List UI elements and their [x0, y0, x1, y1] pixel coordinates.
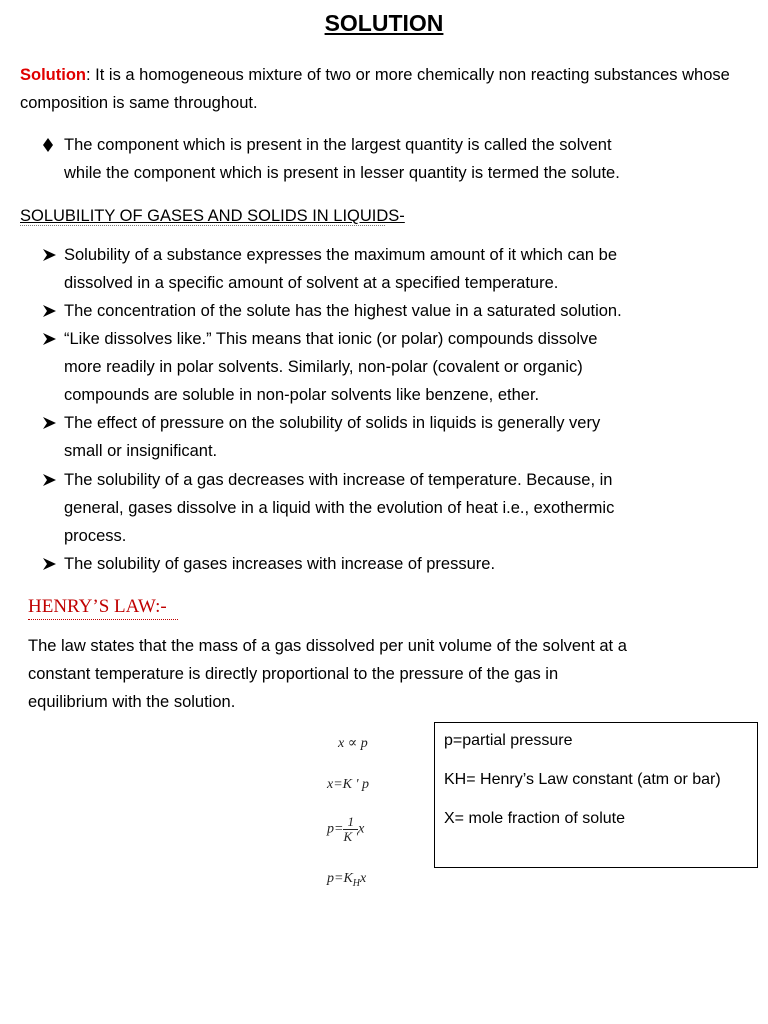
formula-p-equals-khx	[327, 871, 366, 889]
definition-term: Solution	[20, 66, 86, 84]
diamond-bullet-line: while the component which is present in lesser quantity is termed the solute.	[64, 164, 620, 182]
formula-p-equals-fraction	[327, 815, 364, 844]
formula-rhs: x	[358, 821, 365, 837]
legend-item: p=partial pressure	[444, 732, 573, 749]
legend-box	[434, 722, 758, 868]
formula-lhs: p=K	[327, 871, 353, 886]
arrowhead-icon	[42, 409, 62, 439]
bullet-line: The concentration of the solute has the highest value in a saturated solution.	[64, 302, 622, 320]
arrowhead-icon	[42, 466, 62, 496]
bullet-line: The effect of pressure on the solubility of solids in liquids is generally very	[64, 414, 601, 432]
bullet-line: “Like dissolves like.” This means that ionic (or polar) compounds dissolve	[64, 330, 598, 348]
arrowhead-icon	[42, 550, 62, 580]
arrowhead-icon	[42, 241, 62, 271]
henry-law-line: constant temperature is directly proportional to the pressure of the gas in	[28, 665, 559, 683]
bullet-line: Solubility of a substance expresses the maximum amount of it which can be	[64, 246, 618, 264]
bullet-line: compounds are soluble in non-polar solvents like benzene, ether.	[64, 386, 540, 404]
henry-law-line: The law states that the mass of a gas dissolved per unit volume of the solvent at a	[28, 637, 627, 655]
heading-dotted-underline	[20, 225, 385, 226]
fraction	[343, 815, 358, 844]
heading-dotted-underline	[28, 619, 178, 620]
bullet-line: more readily in polar solvents. Similarly, non-polar (covalent or organic)	[64, 358, 583, 376]
formula-x-equals-kp: x=K ' p	[327, 777, 369, 792]
diamond-bullet-line: The component which is present in the largest quantity is called the solvent	[64, 136, 612, 154]
bullet-line: The solubility of a gas decreases with increase of temperature. Because, in	[64, 471, 613, 489]
henry-law-line: equilibrium with the solution.	[28, 693, 236, 711]
definition-text: : It is a homogeneous mixture of two or more chemically non reacting substances whose composition is same throughout.	[20, 66, 730, 112]
arrowhead-icon	[42, 325, 62, 355]
bullet-line: The solubility of gases increases with increase of pressure.	[64, 555, 496, 573]
fraction-denominator: K '	[343, 829, 359, 844]
legend-item: X= mole fraction of solute	[444, 810, 625, 827]
solubility-heading: SOLUBILITY OF GASES AND SOLIDS IN LIQUIDS-	[20, 207, 405, 225]
diamond-icon	[42, 131, 62, 161]
henry-law-heading: HENRY’S LAW:-	[28, 596, 167, 617]
bullet-line: dissolved in a specific amount of solvent at a specified temperature.	[64, 274, 559, 292]
legend-item: KH= Henry’s Law constant (atm or bar)	[444, 771, 721, 788]
bullet-line: process.	[64, 527, 127, 545]
formula-lhs: p=	[327, 821, 344, 837]
definition-paragraph	[20, 61, 750, 117]
bullet-line: small or insignificant.	[64, 442, 218, 460]
bullet-line: general, gases dissolve in a liquid with the evolution of heat i.e., exothermic	[64, 499, 615, 517]
formula-rhs: x	[360, 871, 367, 886]
formula-subscript: H	[352, 877, 361, 889]
formula-proportional: x ∝ p	[338, 736, 368, 751]
fraction-numerator: 1	[343, 815, 358, 830]
arrowhead-icon	[42, 297, 62, 327]
page-title: SOLUTION	[324, 10, 444, 36]
